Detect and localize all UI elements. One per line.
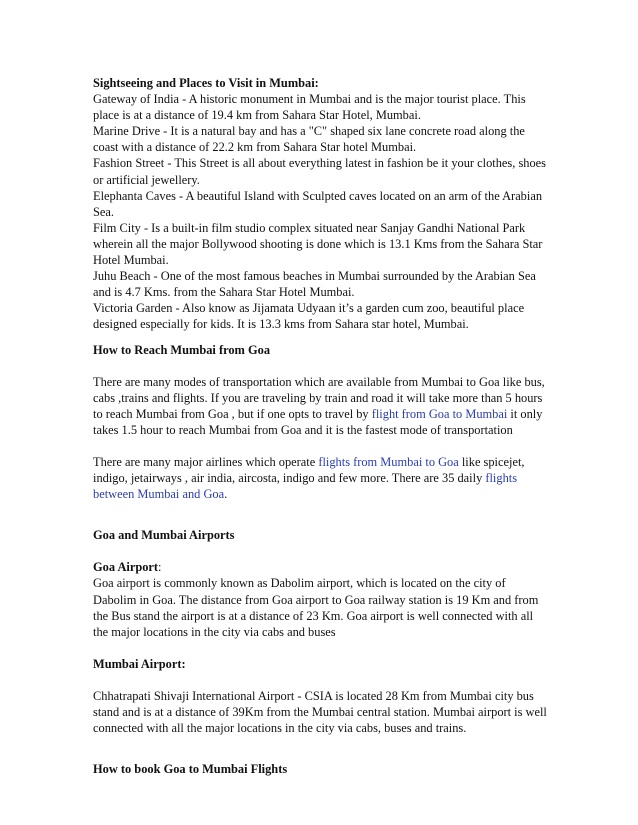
sightseeing-heading: Sightseeing and Places to Visit in Mumbai:	[93, 76, 319, 90]
airlines-paragraph	[93, 454, 549, 502]
transport-text-start: There are many modes of transportation which are available from Mumbai to Goa like bus, cabs ,trains and flights. If you are traveling by train and road it will take more than 5 hours to reach Mumbai from Goa , but if one opts to travel by	[93, 374, 545, 421]
airlines-text-middle: like spicejet, indigo, jetairways , air india, aircosta, indigo and few more. There are 35 daily	[93, 454, 525, 486]
book-flights-heading: How to book Goa to Mumbai Flights	[93, 762, 288, 777]
victoria-garden-paragraph: Victoria Garden - Also know as Jijamata Udyaan it’s a garden cum zoo, beautiful place designed especially for kids. It is 13.3 kms from Sahara star hotel, Mumbai.	[93, 301, 525, 332]
daily-flights-link[interactable]: flights between Mumbai and Goa	[93, 471, 518, 502]
marine-drive-paragraph: Marine Drive - It is a natural bay and has a "C" shaped six lane concrete road along the coast with a distance of 22.2 km from Sahara Star hotel Mumbai.	[93, 124, 525, 155]
airlines-text-end: .	[224, 487, 228, 502]
juhu-beach-paragraph: Juhu Beach - One of the most famous beaches in Mumbai surrounded by the Arabian Sea and is 4.7 Kms. from the Sahara Star Hotel Mumbai.	[93, 269, 536, 300]
transport-text-end: it only takes 1.5 hour to reach Mumbai from Goa and it is the fastest mode of transportation	[93, 406, 543, 437]
flight-goa-mumbai-link[interactable]: flight from Goa to Mumbai	[371, 406, 508, 421]
goa-airport-paragraph: Goa airport is commonly known as Dabolim airport, which is located on the city of Dabolim in Goa. The distance from Goa airport to Goa railway station is 19 Km and from the Bus stand the airport is at a distance of 23 Km. Goa airport is well connected with all the major locations in the city via cabs and buses	[93, 576, 539, 639]
fashion-street-paragraph: Fashion Street - This Street is all about everything latest in fashion be it your clothes, shoes or artificial jewellery.	[93, 156, 546, 187]
goa-airport-colon: :	[158, 560, 162, 575]
elephanta-caves-paragraph: Elephanta Caves - A beautiful Island with Sculpted caves located on an arm of the Arabian Sea.	[93, 188, 543, 219]
reach-heading: How to Reach Mumbai from Goa	[93, 342, 271, 357]
flights-mumbai-goa-link[interactable]: flights from Mumbai to Goa	[318, 454, 459, 469]
film-city-paragraph: Film City - Is a built-in film studio complex situated near Sanjay Gandhi National Park wherein all the major Bollywood shooting is done which is 13.1 Kms from the Sahara Star Hotel Mumbai.	[93, 220, 543, 268]
goa-airport-title	[93, 559, 549, 575]
mumbai-airport-label: Mumbai Airport:	[93, 656, 186, 671]
gateway-paragraph: Gateway of India - A historic monument in Mumbai and is the major tourist place. This place is at a distance of 19.4 km from Sahara Star Hotel, Mumbai.	[93, 92, 526, 123]
airports-heading: Goa and Mumbai Airports	[93, 528, 235, 543]
transport-paragraph	[93, 374, 549, 438]
document-page	[93, 75, 549, 777]
airlines-text-start: There are many major airlines which operate	[93, 454, 319, 469]
goa-airport-label: Goa Airport	[93, 560, 159, 575]
mumbai-airport-paragraph: Chhatrapati Shivaji International Airport - CSIA is located 28 Km from Mumbai city bus stand and is at a distance of 39Km from the Mumbai central station. Mumbai airport is well connected with all the major locations in the city via cabs, buses and trains.	[93, 688, 547, 736]
